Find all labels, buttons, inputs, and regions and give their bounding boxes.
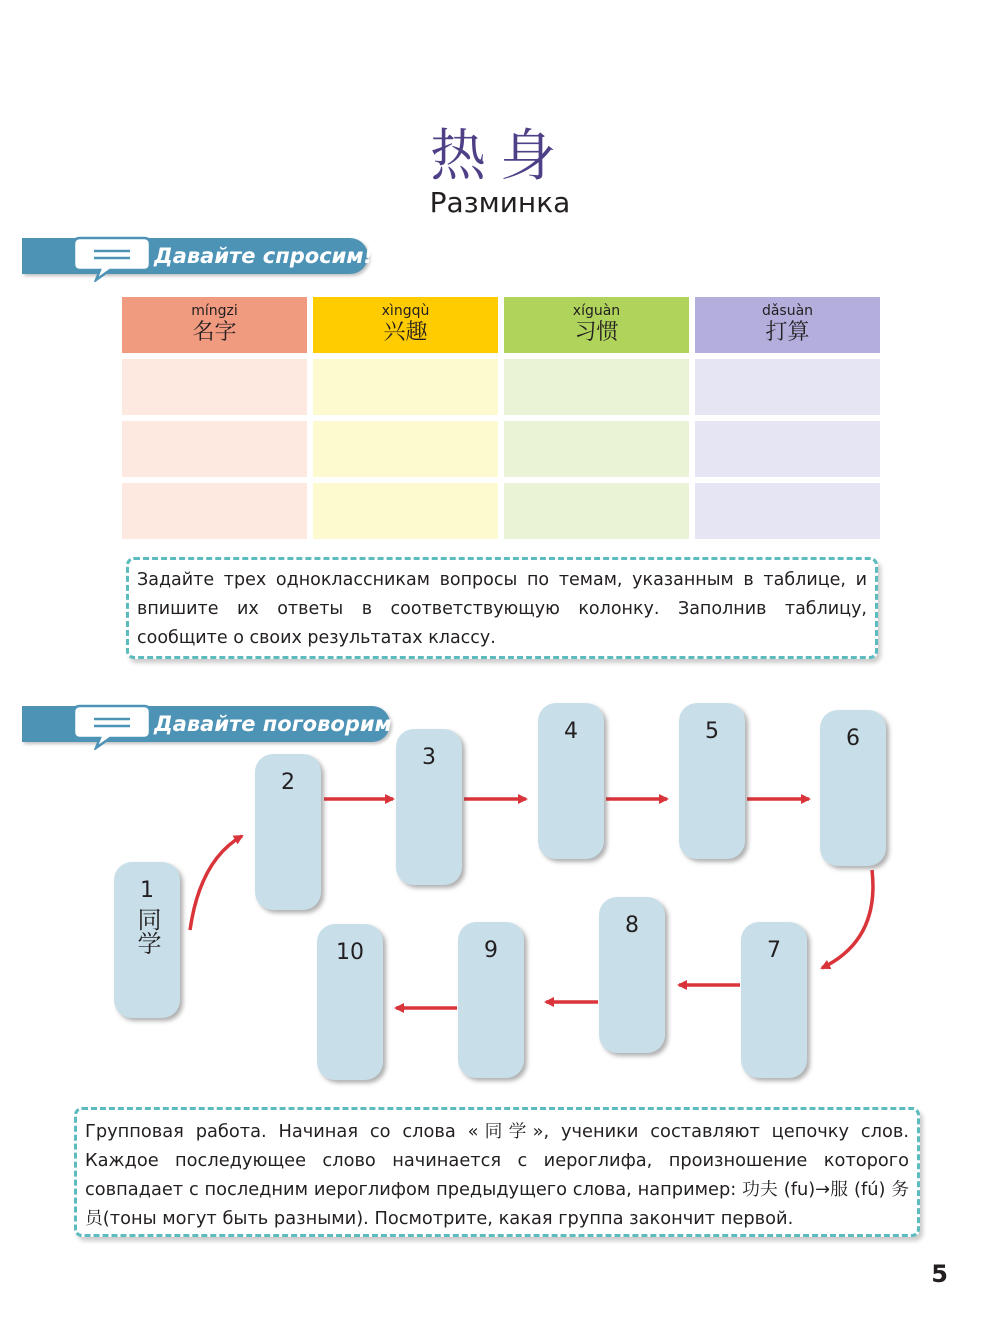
page-title-chinese: 热身 <box>430 124 570 189</box>
page-title-russian: Разминка <box>429 186 571 219</box>
word-card-8[interactable] <box>599 897 665 1053</box>
card-word: 同学 <box>133 907 161 955</box>
word-card-1[interactable] <box>114 862 180 1018</box>
card-number: 7 <box>767 938 781 963</box>
pinyin-label: xìngqù <box>381 303 430 319</box>
word-card-2[interactable] <box>255 754 321 910</box>
word-card-3[interactable] <box>396 729 462 885</box>
card-number: 2 <box>281 770 295 795</box>
card-number: 3 <box>422 745 436 770</box>
pinyin-label: dǎsuàn <box>761 303 814 319</box>
section-banner-label: Давайте поговорим! <box>154 712 402 736</box>
word-card-4[interactable] <box>538 703 604 859</box>
card-number: 5 <box>705 719 719 744</box>
instruction-box-talk: Групповая работа. Начиная со слова «同学», ученики составляют цепочку слов. Каждое последующее слово начинается с иероглифа, произношение которого совпадает с последним иероглифом предыдущего слова, например: 功夫 (fu)→服 (fú) 务员(тоны могут быть разными). Посмотрите, какая группа закончит первой. <box>74 1107 920 1237</box>
word-card-7[interactable] <box>741 922 807 1078</box>
arrow-6-to-7 <box>822 870 873 968</box>
word-card-5[interactable] <box>679 703 745 859</box>
word-card-10[interactable] <box>317 924 383 1080</box>
hanzi-label: 打算 <box>765 320 810 345</box>
card-number: 10 <box>336 940 364 965</box>
card-number: 6 <box>846 726 860 751</box>
page-number: 5 <box>931 1260 948 1288</box>
hanzi-label: 习惯 <box>574 320 619 345</box>
pinyin-label: xíguàn <box>572 303 621 319</box>
hanzi-label: 兴趣 <box>383 320 428 345</box>
card-number: 1 <box>140 878 154 903</box>
word-card-9[interactable] <box>458 922 524 1078</box>
arrow-1-to-2 <box>190 836 242 930</box>
hanzi-label: 名字 <box>192 320 237 345</box>
word-card-6[interactable] <box>820 710 886 866</box>
card-number: 9 <box>484 938 498 963</box>
section-banner-label: Давайте спросим! <box>154 244 374 268</box>
card-number: 8 <box>625 913 639 938</box>
instruction-box-ask: Задайте трех одноклассникам вопросы по темам, указанным в таблице, и впишите их ответы в соответствующую колонку. Заполнив таблицу, сообщите о своих результатах классу. <box>126 557 878 659</box>
card-number: 4 <box>564 719 578 744</box>
pinyin-label: míngzi <box>191 303 238 319</box>
